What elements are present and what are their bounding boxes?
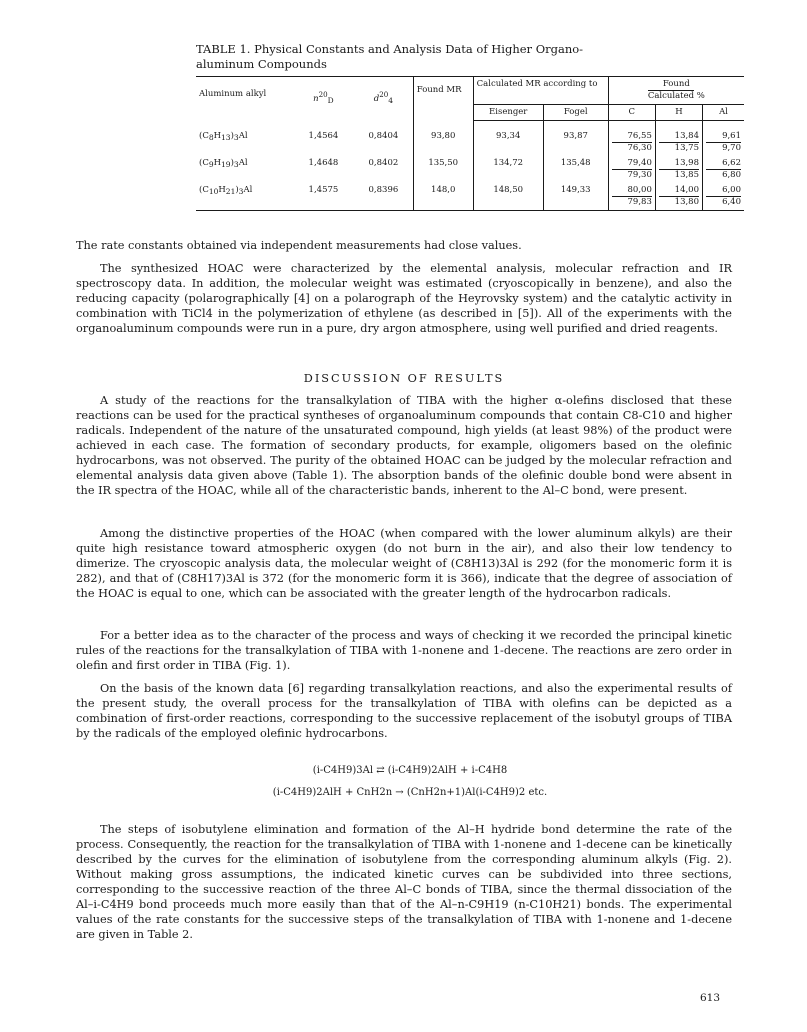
cell-alkyl: $(C_{10}H_{21})_3Al$ bbox=[199, 185, 253, 196]
page-number: 613 bbox=[700, 992, 721, 1004]
cell-nd: 1,4648 bbox=[308, 158, 339, 168]
header-c: C bbox=[608, 105, 655, 121]
paragraph-kinetics: For a better idea as to the character of the process and ways of checking it we recorded the principal kinetic rules of the reactions for the transalkylation of TIBA with 1-nonene and 1-decene. The reactions are zero order in olefin and first order in TIBA (Fig. 1). bbox=[76, 629, 732, 672]
cell-fogel: 149,33 bbox=[543, 183, 608, 211]
cell-found-mr: 93,80 bbox=[413, 121, 473, 157]
paragraph-study: A study of the reactions for the transalkylation of TIBA with the higher α-olefins disclosed that these reactions can be used for the practical syntheses of organoaluminum compounds that contain C8-C10 and higher radicals. Independent of the nature of the unsaturated compound, high yields (at least 98%) of the product were achieved in each case. The formation of secondary products, for example, oligomers based on the olefinic hydrocarbons, was not observed. The purity of the obtained HOAC can be judged by the molecular refraction and elemental analysis data given above (Table 1). The absorption bands of the olefinic double bond were absent in the IR spectra of the HOAC, while all of the characteristic bands, inherent to the Al–C bond, were present. bbox=[76, 394, 732, 497]
cell-h: 13,98 13,85 bbox=[655, 156, 702, 183]
cell-found-mr: 148,0 bbox=[413, 183, 473, 211]
paragraph-rate-constants: The rate constants obtained via independent measurements had close values. bbox=[76, 239, 522, 252]
equation-1: (i-C4H9)3Al ⇄ (i-C4H9)2AlH + i-C4H8 bbox=[312, 765, 508, 776]
paragraph-basis: On the basis of the known data [6] regarding transalkylation reactions, and also the experimental results of the present study, the overall process for the transalkylation of TIBA with olefins can be depicted as a combination of first-order reactions, corresponding to the successive replacement of the isobutyl groups of TIBA by the radicals of the employed olefinic hydrocarbons. bbox=[76, 682, 732, 740]
cell-alkyl: $(C_8H_{13})_3Al$ bbox=[199, 130, 248, 142]
table-title: TABLE 1. Physical Constants and Analysis Data of Higher Organo-aluminum Compounds bbox=[196, 42, 584, 71]
cell-found-mr: 135,50 bbox=[413, 156, 473, 183]
cell-nd: 1,4564 bbox=[308, 130, 339, 141]
header-found-calculated: Found Calculated % bbox=[608, 77, 744, 105]
table-row bbox=[196, 121, 744, 157]
cell-h: 13,84 13,75 bbox=[655, 121, 702, 157]
header-h: H bbox=[655, 105, 702, 121]
header-alkyl: Aluminum alkyl bbox=[199, 89, 267, 99]
cell-fogel: 93,87 bbox=[543, 121, 608, 157]
header-density: $d^{20}_4$ bbox=[373, 90, 394, 105]
header-refractive-index: $n^{20}_D$ bbox=[313, 90, 334, 105]
header-fogel: Fogel bbox=[543, 105, 608, 121]
header-calculated-mr: Calculated MR according to bbox=[473, 77, 608, 105]
cell-nd: 1,4575 bbox=[308, 185, 339, 195]
header-found-mr: Found MR bbox=[413, 77, 473, 121]
cell-h: 14,00 13,80 bbox=[655, 183, 702, 211]
cell-alkyl: $(C_9H_{19})_3Al$ bbox=[199, 158, 248, 169]
section-heading: DISCUSSION OF RESULTS bbox=[303, 372, 505, 385]
table-row bbox=[196, 156, 744, 183]
paragraph-characterization: The synthesized HOAC were characterized by the elemental analysis, molecular refraction and IR spectroscopy data. In addition, the molecular weight was estimated (cryoscopically in benzene), and also the reducing capacity (polarographically [4] on a polarograph of the Heyrovsky system) and the catalytic activity in combination with TiCl4 in the polymerization of ethylene (as described in [5]). All of the experiments with the organoaluminum compounds were run in a pure, dry argon atmosphere, using well purified and dried reagents. bbox=[76, 262, 732, 335]
cell-d4: 0,8402 bbox=[368, 158, 399, 168]
header-eisenger: Eisenger bbox=[473, 105, 543, 121]
cell-c: 79,40 79,30 bbox=[608, 156, 655, 183]
cell-c: 80,00 79,83 bbox=[608, 183, 655, 211]
paragraph-steps: The steps of isobutylene elimination and formation of the Al–H hydride bond determine the rate of the process. Consequently, the reaction for the transalkylation of TIBA with 1-nonene and 1-decene can be kinetically described by the curves for the elimination of isobutylene from the corresponding aluminum alkyls (Fig. 2). Without making gross assumptions, the indicated kinetic curves can be subdivided into three sections, corresponding to the successive reaction of the three Al–C bonds of TIBA, since the thermal dissociation of the Al–i-C4H9 bond proceeds much more easily than that of the Al–n-C9H19 (n-C10H21) bonds. The experimental values of the rate constants for the successive steps of the transalkylation of TIBA with 1-nonene and 1-decene are given in Table 2. bbox=[76, 823, 732, 941]
equation-2: (i-C4H9)2AlH + CnH2n → (CnH2n+1)Al(i-C4H9)2 etc. bbox=[272, 787, 548, 798]
table-row bbox=[196, 183, 744, 211]
cell-al: 6,62 6,80 bbox=[703, 156, 745, 183]
paragraph-properties: Among the distinctive properties of the HOAC (when compared with the lower aluminum alkyls) are their quite high resistance toward atmospheric oxygen (do not burn in the air), and also their low tendency to dimerize. The cryoscopic analysis data, the molecular weight of (C8H13)3Al is 292 (for the monomeric form it is 282), and that of (C8H17)3Al is 372 (for the monomeric form it is 366), indicate that the degree of association of the HOAC is equal to one, which can be associated with the greater length of the hydrocarbon radicals. bbox=[76, 527, 732, 600]
cell-c: 76,55 76,30 bbox=[608, 121, 655, 157]
header-al: Al bbox=[703, 105, 745, 121]
table-1 bbox=[196, 76, 744, 211]
cell-d4: 0,8396 bbox=[368, 185, 399, 195]
cell-fogel: 135,48 bbox=[543, 156, 608, 183]
cell-eisenger: 134,72 bbox=[473, 156, 543, 183]
cell-eisenger: 148,50 bbox=[473, 183, 543, 211]
cell-al: 9,61 9,70 bbox=[703, 121, 745, 157]
cell-al: 6,00 6,40 bbox=[703, 183, 745, 211]
cell-eisenger: 93,34 bbox=[473, 121, 543, 157]
cell-d4: 0,8404 bbox=[368, 130, 399, 141]
